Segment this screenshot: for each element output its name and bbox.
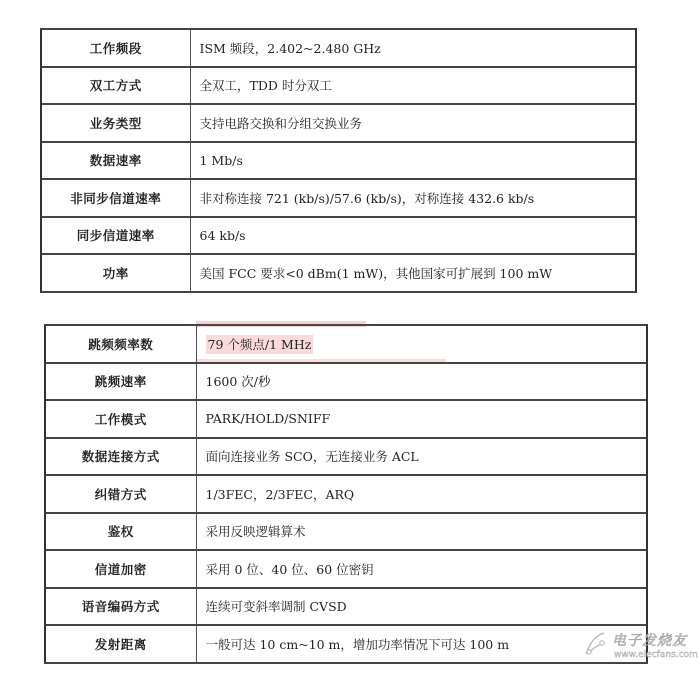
row-value: 非对称连接 721 (kb/s)/57.6 (kb/s)，对称连接 432.6 kb/s <box>190 179 636 217</box>
table-row <box>45 513 647 551</box>
table-row <box>45 363 647 401</box>
row-label: 工作模式 <box>45 400 196 438</box>
spec-table-2 <box>44 324 648 664</box>
table-row <box>45 438 647 476</box>
row-label: 纠错方式 <box>45 475 196 513</box>
row-label: 发射距离 <box>45 625 196 663</box>
table-row <box>41 217 636 255</box>
row-label: 语音编码方式 <box>45 588 196 626</box>
row-label: 业务类型 <box>41 104 190 142</box>
row-label: 双工方式 <box>41 67 190 105</box>
table-row <box>41 142 636 180</box>
watermark-title: 电子发烧友 <box>612 633 687 649</box>
row-label: 功率 <box>41 254 190 292</box>
table-row <box>45 625 647 663</box>
watermark <box>582 628 698 680</box>
elecfans-logo-icon <box>582 630 612 660</box>
row-label: 工作频段 <box>41 29 190 67</box>
row-value: 连续可变斜率调制 CVSD <box>196 588 647 626</box>
row-label: 非同步信道速率 <box>41 179 190 217</box>
row-label: 数据连接方式 <box>45 438 196 476</box>
row-label: 跳频速率 <box>45 363 196 401</box>
row-label: 信道加密 <box>45 550 196 588</box>
table-row <box>45 475 647 513</box>
table-row <box>41 104 636 142</box>
table-row <box>41 254 636 292</box>
row-value: 美国 FCC 要求<0 dBm(1 mW)，其他国家可扩展到 100 mW <box>190 254 636 292</box>
table-row <box>41 67 636 105</box>
row-label: 数据速率 <box>41 142 190 180</box>
row-value: ISM 频段，2.402~2.480 GHz <box>190 29 636 67</box>
row-value: PARK/HOLD/SNIFF <box>196 400 647 438</box>
row-value: 面向连接业务 SCO，无连接业务 ACL <box>196 438 647 476</box>
row-value: 一般可达 10 cm~10 m，增加功率情况下可达 100 m <box>196 625 647 663</box>
row-value: 64 kb/s <box>190 217 636 255</box>
table-row <box>45 400 647 438</box>
row-label: 鉴权 <box>45 513 196 551</box>
row-value: 全双工，TDD 时分双工 <box>190 67 636 105</box>
row-value: 采用 0 位、40 位、60 位密钥 <box>196 550 647 588</box>
highlighted-value: 79 个频点/1 MHz <box>207 336 312 352</box>
row-label: 跳频频率数 <box>45 325 196 363</box>
table-row <box>45 588 647 626</box>
row-value: 1600 次/秒 <box>196 363 647 401</box>
row-label: 同步信道速率 <box>41 217 190 255</box>
row-value: 1 Mb/s <box>190 142 636 180</box>
row-value: 支持电路交换和分组交换业务 <box>190 104 636 142</box>
row-value: 1/3FEC，2/3FEC，ARQ <box>196 475 647 513</box>
table-row <box>41 179 636 217</box>
spec-table-1 <box>40 28 637 293</box>
table-row <box>41 29 636 67</box>
row-value: 采用反映逻辑算术 <box>196 513 647 551</box>
table-row <box>45 325 647 363</box>
row-value <box>196 325 647 363</box>
watermark-url: www.elecfans.com <box>614 650 698 660</box>
table-row <box>45 550 647 588</box>
